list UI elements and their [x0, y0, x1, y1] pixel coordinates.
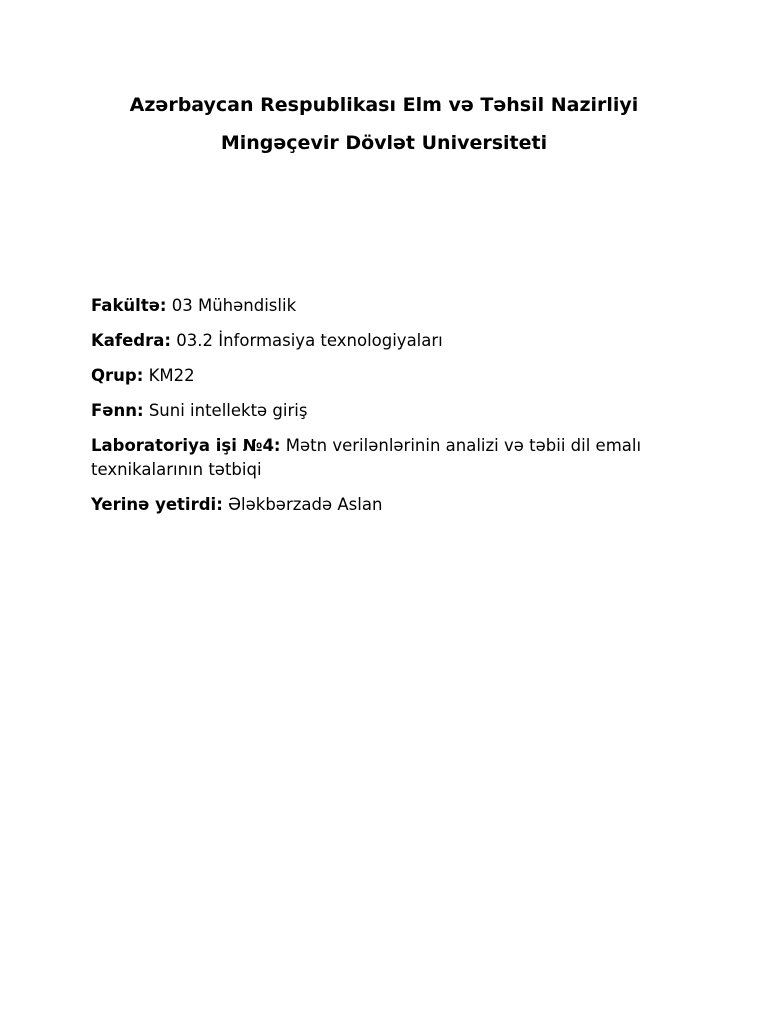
info-fields [91, 294, 691, 528]
field-faculty [91, 294, 691, 318]
field-group [91, 364, 691, 388]
field-label: Qrup: [91, 366, 144, 385]
field-label: Fənn: [91, 401, 144, 420]
field-value: Suni intellektə giriş [148, 401, 308, 420]
field-lab-work [91, 434, 691, 482]
field-label: Kafedra: [91, 331, 171, 350]
ministry-title: Azərbaycan Respublikası Elm və Təhsil Nazirliyi [129, 94, 639, 116]
field-value: KM22 [148, 366, 195, 385]
field-label: Yerinə yetirdi: [91, 495, 223, 514]
field-author [91, 493, 691, 517]
field-label: Fakültə: [91, 296, 167, 315]
field-subject [91, 399, 691, 423]
field-value: 03.2 İnformasiya texnologiyaları [176, 331, 443, 350]
field-value: Ələkbərzadə Aslan [228, 495, 383, 514]
field-label: Laboratoriya işi №4: [91, 436, 281, 455]
university-title: Mingəçevir Dövlət Universiteti [220, 132, 548, 154]
field-value: 03 Mühəndislik [171, 296, 297, 315]
field-value: Mətn verilənlərinin analizi və təbii dil emalı texnikalarının tətbiqi [91, 436, 642, 479]
field-department [91, 329, 691, 353]
